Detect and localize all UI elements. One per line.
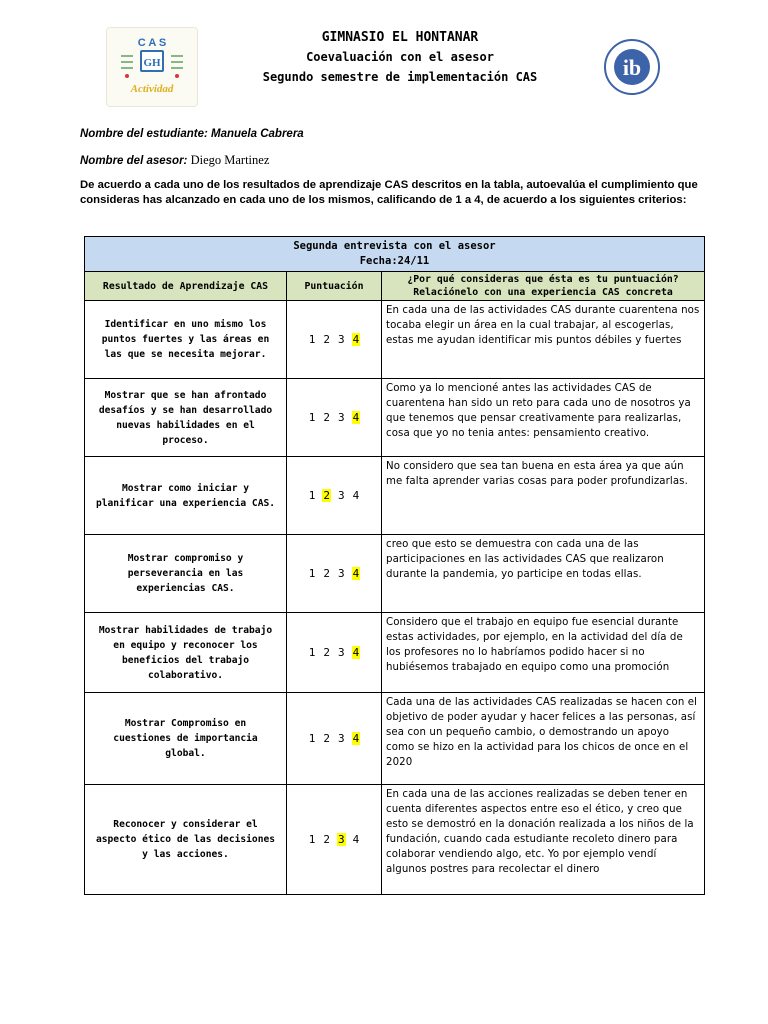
- reason-cell: [382, 693, 705, 785]
- svg-text:C A S: C A S: [137, 37, 167, 49]
- col-score-header: Puntuación: [287, 272, 382, 301]
- table-body: [85, 301, 705, 895]
- reason-text: Cada una de las actividades CAS realizadas se hacen con el objetivo de poder ayudar y hacer felices a las personas, así sea con un pequeño cambio, o demostrando un apoyo como se hizo en la actividad para los chicos de once en el 2020: [386, 697, 698, 768]
- reason-cell: [382, 457, 705, 535]
- score-cell: [287, 535, 382, 613]
- score-cell: [287, 693, 382, 785]
- score-option: 2: [323, 646, 330, 659]
- table-row: [85, 613, 705, 693]
- student-value: Manuela Cabrera: [211, 128, 304, 140]
- score-option: 2: [323, 833, 330, 846]
- score-option: 1: [308, 489, 316, 502]
- outcome-cell: Mostrar Compromiso en cuestiones de importancia global.: [85, 693, 287, 785]
- score-option: 2: [323, 567, 330, 580]
- score-option: 1: [308, 646, 316, 659]
- score-option: 4: [352, 646, 360, 659]
- reason-cell: [382, 613, 705, 693]
- score-option: 2: [323, 333, 330, 346]
- score-cell: [287, 457, 382, 535]
- score-option: 3: [338, 333, 345, 346]
- table-row: [85, 457, 705, 535]
- score-option: 1: [308, 833, 316, 846]
- document-subtitle: Coevaluación con el asesor: [306, 50, 494, 64]
- table-header-row: [85, 272, 705, 301]
- reason-text: En cada una de las actividades CAS durante cuarentena nos tocaba elegir un área en la cual trabajar, al escogerlas, estas me ayudan identificar mis puntos débiles y fuertes: [386, 305, 700, 346]
- reason-cell: [382, 785, 705, 895]
- score-option: 1: [308, 333, 316, 346]
- outcome-cell: Reconocer y considerar el aspecto ético de las decisiones y las acciones.: [85, 785, 287, 895]
- col-reason-header: ¿Por qué consideras que ésta es tu puntuación? Relaciónelo con una experiencia CAS concreta: [382, 272, 705, 301]
- score-option: 3: [338, 411, 345, 424]
- table-title-row: [85, 237, 705, 272]
- ib-world-school-icon: [598, 38, 666, 96]
- reason-cell: [382, 301, 705, 379]
- reason-text: Considero que el trabajo en equipo fue esencial durante estas actividades, por ejemplo, en la actividad del día de los profesores no lo habríamos podido hacer si no hubiésemos trabajado en equipo como una promoción: [386, 617, 683, 673]
- outcome-cell: Mostrar compromiso y perseverancia en las experiencias CAS.: [85, 535, 287, 613]
- score-cell: [287, 613, 382, 693]
- table-row: [85, 301, 705, 379]
- advisor-name-line: [80, 153, 269, 168]
- score-option: 3: [338, 732, 345, 745]
- score-cell: [287, 301, 382, 379]
- svg-text:ib: ib: [622, 55, 642, 80]
- reason-cell: [382, 535, 705, 613]
- advisor-value: Diego Martinez: [190, 153, 270, 167]
- score-option: 3: [338, 567, 345, 580]
- svg-text:Actividad: Actividad: [130, 83, 174, 95]
- table-row: [85, 785, 705, 895]
- table-row: [85, 379, 705, 457]
- semester-title: Segundo semestre de implementación CAS: [262, 70, 538, 84]
- interview-date: Fecha:24/11: [359, 255, 430, 267]
- student-name-line: [80, 128, 304, 140]
- score-option: 3: [338, 489, 345, 502]
- score-option: 3: [338, 833, 345, 846]
- outcome-cell: Mostrar que se han afrontado desafíos y se han desarrollado nuevas habilidades en el proceso.: [85, 379, 287, 457]
- school-name: GIMNASIO EL HONTANAR: [321, 30, 479, 45]
- score-option: 1: [308, 567, 316, 580]
- score-cell: [287, 785, 382, 895]
- advisor-label: Nombre del asesor:: [80, 155, 188, 167]
- reason-text: En cada una de las acciones realizadas se deben tener en cuenta diferentes aspectos entre eso el ético, y creo que esto se demostró en la donación realizada a los niños de la fundación, cuando cada estudiante recoleto dinero para colaborar vendiendo algo, etc. Yo por ejemplo vendí algunos postres para recolectar el dinero: [386, 789, 694, 875]
- outcome-cell: Mostrar como iniciar y planificar una experiencia CAS.: [85, 457, 287, 535]
- outcome-cell: Identificar en uno mismo los puntos fuertes y las áreas en las que se necesita mejorar.: [85, 301, 287, 379]
- score-option: 4: [352, 833, 360, 846]
- table-title-cell: [85, 237, 705, 272]
- outcome-cell: Mostrar habilidades de trabajo en equipo y reconocer los beneficios del trabajo colaborativo.: [85, 613, 287, 693]
- student-label: Nombre del estudiante:: [80, 128, 208, 140]
- evaluation-table: [84, 236, 705, 895]
- score-cell: [287, 379, 382, 457]
- score-option: 4: [352, 732, 360, 745]
- score-option: 1: [308, 411, 316, 424]
- score-option: 4: [352, 333, 360, 346]
- interview-title: Segunda entrevista con el asesor: [293, 240, 496, 252]
- cas-logo-icon: [107, 28, 197, 106]
- reason-text: No considero que sea tan buena en esta área ya que aún me falta aprender varias cosas para poder profundizarlas.: [386, 461, 688, 487]
- reason-text: Como ya lo mencioné antes las actividades CAS de cuarentena han sido un reto para cada uno de nosotros ya que tenemos que pensar creativamente para realizarlas, cosa que yo no tenia antes: pensamiento creativo.: [386, 383, 691, 439]
- table-row: [85, 693, 705, 785]
- score-option: 2: [323, 489, 330, 502]
- school-logo: [106, 27, 198, 107]
- ib-logo: [598, 38, 666, 96]
- score-option: 4: [352, 567, 360, 580]
- score-option: 2: [323, 411, 330, 424]
- svg-text:GH: GH: [143, 57, 161, 69]
- reason-cell: [382, 379, 705, 457]
- table-row: [85, 535, 705, 613]
- reason-text: creo que esto se demuestra con cada una de las participaciones en las actividades CAS que realizaron durante la pandemia, yo participe en todas ellas.: [386, 539, 664, 580]
- score-option: 2: [323, 732, 330, 745]
- col-outcome-header: Resultado de Aprendizaje CAS: [85, 272, 287, 301]
- instructions-paragraph: De acuerdo a cada uno de los resultados de aprendizaje CAS descritos en la tabla, autoevalúa el cumplimiento que consideras has alcanzado en cada uno de los mismos, calificando de 1 a 4, de acuerdo a los siguientes criterios:: [80, 179, 698, 206]
- score-option: 4: [352, 489, 360, 502]
- score-option: 3: [338, 646, 345, 659]
- score-option: 4: [352, 411, 360, 424]
- score-option: 1: [308, 732, 316, 745]
